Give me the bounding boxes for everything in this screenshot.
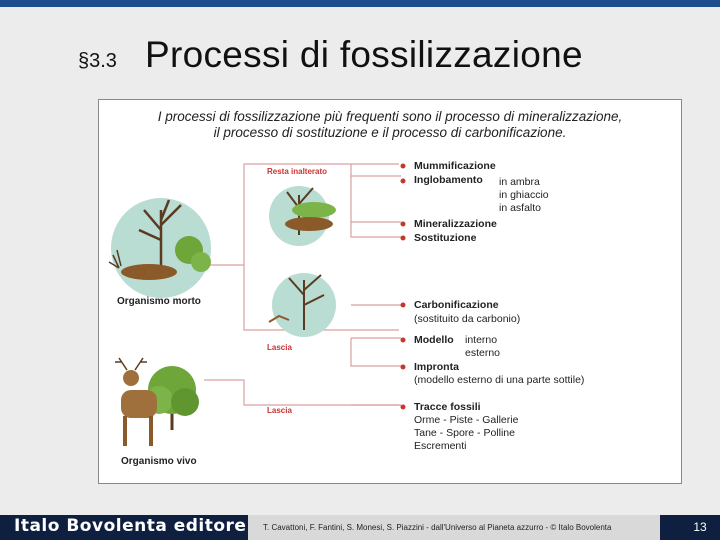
impronta-note: (modello esterno di una parte sottile) [414,374,585,386]
branch-label-lascia-1: Lascia [267,343,292,352]
inglobamento-ghiaccio: in ghiaccio [499,189,549,201]
branch-label-resta: Resta inalterato [267,167,328,176]
footer-credit: T. Cavattoni, F. Fantini, S. Monesi, S. Piazzini - dall'Universo al Pianeta azzurro - © Italo Bovolenta [248,515,660,540]
branch-label-lascia-2: Lascia [267,406,292,415]
footer-bar [0,515,720,540]
bullet-carbonificazione [401,303,406,308]
intro-line-2: il processo di sostituzione e il processo di carbonificazione. [213,125,567,140]
publisher-brand: Italo Bovolenta editore [14,516,247,536]
process-carbonificazione: Carbonificazione [414,299,499,311]
page-number: 13 [693,520,707,534]
inglobamento-ambra: in ambra [499,176,540,188]
inglobamento-asfalto: in asfalto [499,202,542,214]
stage-label-vivo: Organismo vivo [121,456,197,467]
modello-interno: interno [465,334,498,346]
bullet-impronta [401,365,406,370]
bullet-inglobamento [401,179,406,184]
tracce-line-1: Orme - Piste - Gallerie [414,414,519,426]
section-number: §3.3 [78,50,117,72]
fossilization-figure [98,99,682,484]
process-mineralizzazione: Mineralizzazione [414,218,497,230]
carbonized-fossil-illustration [269,273,336,337]
top-accent-bar [0,0,720,7]
process-impronta: Impronta [414,361,459,373]
diagram-artwork [99,100,681,483]
modello-esterno: esterno [465,347,501,359]
living-organism-illustration [115,358,199,446]
process-sostituzione: Sostituzione [414,232,477,244]
preserved-fossil-illustration [269,186,336,246]
tracce-line-3: Escrementi [414,440,467,452]
process-inglobamento: Inglobamento [414,174,483,186]
slide-title: Processi di fossilizzazione [145,34,583,75]
process-mummificazione: Mummificazione [414,160,496,172]
bullet-sostituzione [401,236,406,241]
carbonificazione-note: (sostituito da carbonio) [414,313,521,325]
bullet-mineralizzazione [401,222,406,227]
process-tracce: Tracce fossili [414,401,481,413]
intro-line-1: I processi di fossilizzazione più frequenti sono il processo di mineralizzazione, [157,109,623,124]
tracce-line-2: Tane - Spore - Polline [414,427,515,439]
dead-organism-illustration [109,198,211,298]
bullet-modello [401,338,406,343]
stage-label-morto: Organismo morto [117,296,201,307]
bullet-tracce [401,405,406,410]
bullet-mummificazione [401,164,406,169]
process-modello: Modello [414,334,454,346]
process-bullets [401,164,406,410]
